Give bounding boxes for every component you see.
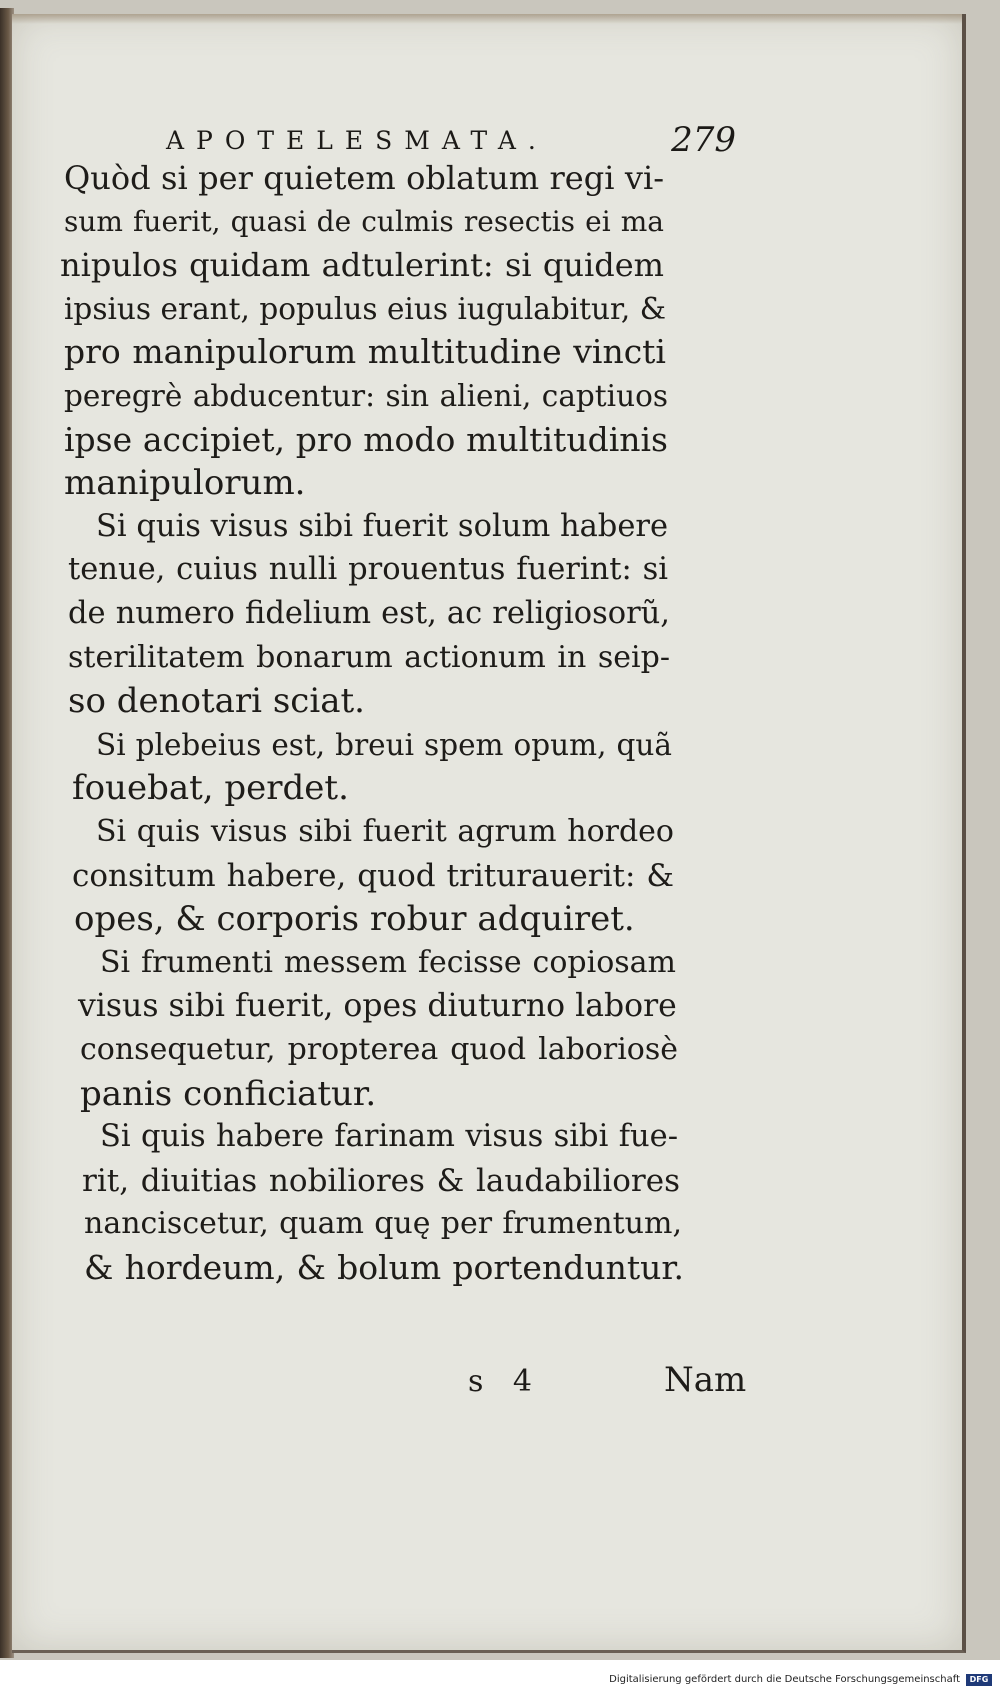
- text-line: tenue, cuius nulli prouentus fuerint: si: [68, 552, 668, 588]
- signature-mark: s 4: [468, 1364, 533, 1399]
- catchword: Nam: [664, 1360, 747, 1400]
- text-line: ipse accipiet, pro modo multitudinis: [64, 419, 668, 459]
- digitization-footer: [0, 1672, 1000, 1690]
- page-number: 279: [671, 120, 736, 160]
- footer-credit: Digitalisierung gefördert durch die Deutsche Forschungsgemeinschaft: [609, 1674, 960, 1685]
- text-line: fouebat, perdet.: [72, 768, 349, 809]
- text-line: ipsius erant, populus eius iugulabitur, &: [64, 291, 666, 326]
- text-line: de numero fidelium est, ac religiosorũ,: [68, 596, 670, 631]
- text-line: nipulos quidam adtulerint: si quidem: [60, 246, 664, 285]
- text-line: so denotari sciat.: [68, 681, 365, 722]
- text-line: panis conficiatur.: [80, 1073, 377, 1114]
- dfg-logo: DFG: [966, 1674, 992, 1686]
- text-line: pro manipulorum multitudine vincti: [64, 332, 666, 372]
- text-line: Si quis visus sibi fuerit solum habere: [96, 508, 668, 544]
- text-line: Quòd si per quietem oblatum regi vi-: [64, 159, 664, 197]
- text-line: Si frumenti messem fecisse copiosam: [100, 944, 676, 980]
- text-line: Si plebeius est, breui spem opum, quã: [96, 727, 672, 762]
- text-line: consitum habere, quod triturauerit: &: [72, 857, 674, 894]
- text-line: & hordeum, & bolum portenduntur.: [84, 1248, 684, 1287]
- text-line: visus sibi fuerit, opes diuturno labore: [78, 988, 677, 1025]
- text-line: sum fuerit, quasi de culmis resectis ei ma: [64, 204, 664, 238]
- running-head-title: APOTELESMATA.: [166, 126, 548, 155]
- text-line: opes, & corporis robur adquiret.: [74, 899, 635, 940]
- text-line: rit, diuitias nobiliores & laudabiliores: [82, 1162, 680, 1199]
- text-line: manipulorum.: [64, 463, 306, 504]
- text-line: sterilitatem bonarum actionum in seip-: [68, 639, 670, 675]
- text-line: nanciscetur, quam quę per frumentum,: [84, 1206, 682, 1242]
- book-page: [12, 14, 966, 1653]
- text-line: Si quis visus sibi fuerit agrum hordeo: [96, 814, 674, 849]
- text-line: consequetur, propterea quod laboriosè: [80, 1032, 678, 1067]
- text-line: peregrè abducentur: sin alieni, captiuos: [64, 379, 668, 413]
- text-line: Si quis habere farinam visus sibi fue-: [100, 1119, 678, 1155]
